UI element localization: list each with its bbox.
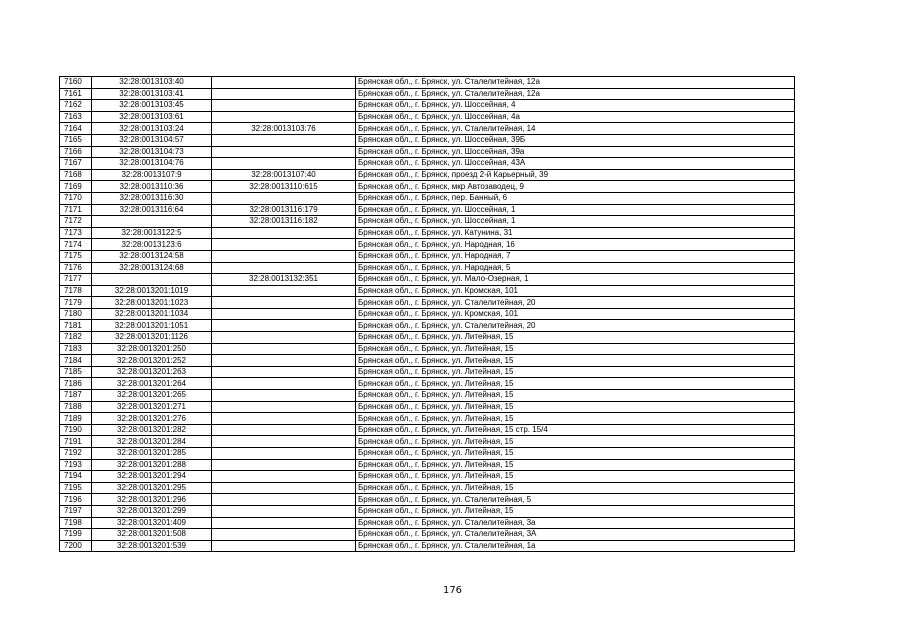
related-cadastral-number-cell — [212, 262, 356, 274]
row-number-cell: 7190 — [60, 424, 92, 436]
table-row — [60, 308, 795, 320]
address-cell: Брянская обл., г. Брянск, ул. Литейная, 15 — [356, 436, 795, 448]
related-cadastral-number-cell — [212, 436, 356, 448]
table-row — [60, 436, 795, 448]
address-cell: Брянская обл., г. Брянск, ул. Литейная, 15 — [356, 343, 795, 355]
address-cell: Брянская обл., г. Брянск, ул. Шоссейная, 4 — [356, 100, 795, 112]
row-number-cell: 7189 — [60, 413, 92, 425]
row-number-cell: 7162 — [60, 100, 92, 112]
table-row — [60, 227, 795, 239]
row-number-cell: 7179 — [60, 297, 92, 309]
related-cadastral-number-cell — [212, 471, 356, 483]
row-number-cell: 7199 — [60, 529, 92, 541]
cadastral-number-cell: 32:28:0013201:295 — [92, 482, 212, 494]
cadastral-number-cell: 32:28:0013201:288 — [92, 459, 212, 471]
related-cadastral-number-cell — [212, 297, 356, 309]
cadastral-number-cell: 32:28:0013201:1126 — [92, 332, 212, 344]
address-cell: Брянская обл., г. Брянск, ул. Литейная, 15 — [356, 459, 795, 471]
table-row — [60, 517, 795, 529]
address-cell: Брянская обл., г. Брянск, ул. Сталелитейная, 20 — [356, 320, 795, 332]
address-cell: Брянская обл., г. Брянск, мкр Автозаводец, 9 — [356, 181, 795, 193]
cadastral-number-cell: 32:28:0013201:250 — [92, 343, 212, 355]
cadastral-number-cell: 32:28:0013201:1051 — [92, 320, 212, 332]
table-row — [60, 505, 795, 517]
cadastral-number-cell: 32:28:0013122:5 — [92, 227, 212, 239]
address-cell: Брянская обл., г. Брянск, ул. Литейная, 15 — [356, 366, 795, 378]
address-cell: Брянская обл., г. Брянск, ул. Шоссейная, 39а — [356, 146, 795, 158]
cadastral-number-cell: 32:28:0013201:285 — [92, 448, 212, 460]
table-row — [60, 111, 795, 123]
cadastral-number-cell: 32:28:0013103:41 — [92, 88, 212, 100]
related-cadastral-number-cell — [212, 366, 356, 378]
related-cadastral-number-cell — [212, 100, 356, 112]
address-cell: Брянская обл., г. Брянск, пер. Банный, 6 — [356, 192, 795, 204]
row-number-cell: 7160 — [60, 77, 92, 89]
related-cadastral-number-cell — [212, 285, 356, 297]
cadastral-number-cell: 32:28:0013201:294 — [92, 471, 212, 483]
address-cell: Брянская обл., г. Брянск, ул. Шоссейная, 4а — [356, 111, 795, 123]
related-cadastral-number-cell — [212, 250, 356, 262]
related-cadastral-number-cell — [212, 134, 356, 146]
row-number-cell: 7184 — [60, 355, 92, 367]
address-cell: Брянская обл., г. Брянск, ул. Народная, 7 — [356, 250, 795, 262]
related-cadastral-number-cell: 32:28:0013116:182 — [212, 216, 356, 228]
related-cadastral-number-cell — [212, 482, 356, 494]
table-row — [60, 413, 795, 425]
related-cadastral-number-cell — [212, 111, 356, 123]
address-cell: Брянская обл., г. Брянск, ул. Литейная, 15 — [356, 390, 795, 402]
table-row — [60, 343, 795, 355]
cadastral-number-cell: 32:28:0013201:1019 — [92, 285, 212, 297]
address-cell: Брянская обл., г. Брянск, ул. Шоссейная, 1 — [356, 204, 795, 216]
table-row — [60, 250, 795, 262]
related-cadastral-number-cell — [212, 378, 356, 390]
related-cadastral-number-cell: 32:28:0013103:76 — [212, 123, 356, 135]
cadastral-number-cell: 32:28:0013201:263 — [92, 366, 212, 378]
cadastral-number-cell: 32:28:0013201:265 — [92, 390, 212, 402]
cadastral-number-cell: 32:28:0013201:539 — [92, 540, 212, 552]
table-row — [60, 471, 795, 483]
address-cell: Брянская обл., г. Брянск, ул. Литейная, 15 стр. 15/4 — [356, 424, 795, 436]
row-number-cell: 7167 — [60, 158, 92, 170]
row-number-cell: 7198 — [60, 517, 92, 529]
table-row — [60, 192, 795, 204]
related-cadastral-number-cell — [212, 158, 356, 170]
row-number-cell: 7174 — [60, 239, 92, 251]
address-cell: Брянская обл., г. Брянск, ул. Сталелитейная, 14 — [356, 123, 795, 135]
row-number-cell: 7177 — [60, 274, 92, 286]
cadastral-number-cell: 32:28:0013110:36 — [92, 181, 212, 193]
related-cadastral-number-cell: 32:28:0013107:40 — [212, 169, 356, 181]
related-cadastral-number-cell — [212, 401, 356, 413]
table-row — [60, 529, 795, 541]
table-row — [60, 448, 795, 460]
address-cell: Брянская обл., г. Брянск, ул. Литейная, 15 — [356, 505, 795, 517]
related-cadastral-number-cell — [212, 517, 356, 529]
table-row — [60, 262, 795, 274]
row-number-cell: 7186 — [60, 378, 92, 390]
row-number-cell: 7183 — [60, 343, 92, 355]
row-number-cell: 7166 — [60, 146, 92, 158]
row-number-cell: 7161 — [60, 88, 92, 100]
table-row — [60, 239, 795, 251]
related-cadastral-number-cell — [212, 448, 356, 460]
cadastral-number-cell: 32:28:0013201:299 — [92, 505, 212, 517]
row-number-cell: 7168 — [60, 169, 92, 181]
row-number-cell: 7165 — [60, 134, 92, 146]
cadastral-number-cell: 32:28:0013201:284 — [92, 436, 212, 448]
row-number-cell: 7181 — [60, 320, 92, 332]
related-cadastral-number-cell — [212, 146, 356, 158]
table-row — [60, 401, 795, 413]
row-number-cell: 7171 — [60, 204, 92, 216]
address-cell: Брянская обл., г. Брянск, ул. Литейная, 15 — [356, 471, 795, 483]
address-cell: Брянская обл., г. Брянск, ул. Литейная, 15 — [356, 448, 795, 460]
table-row — [60, 355, 795, 367]
related-cadastral-number-cell — [212, 320, 356, 332]
cadastral-number-cell: 32:28:0013201:508 — [92, 529, 212, 541]
related-cadastral-number-cell — [212, 227, 356, 239]
row-number-cell: 7187 — [60, 390, 92, 402]
related-cadastral-number-cell — [212, 77, 356, 89]
table-row — [60, 204, 795, 216]
cadastral-number-cell: 32:28:0013104:76 — [92, 158, 212, 170]
related-cadastral-number-cell — [212, 494, 356, 506]
table-row — [60, 540, 795, 552]
address-cell: Брянская обл., г. Брянск, ул. Сталелитейная, 5 — [356, 494, 795, 506]
cadastral-number-cell: 32:28:0013104:73 — [92, 146, 212, 158]
table-row — [60, 88, 795, 100]
row-number-cell: 7188 — [60, 401, 92, 413]
related-cadastral-number-cell — [212, 332, 356, 344]
cadastral-number-cell: 32:28:0013201:1034 — [92, 308, 212, 320]
cadastral-number-cell: 32:28:0013201:282 — [92, 424, 212, 436]
cadastral-number-cell: 32:28:0013124:58 — [92, 250, 212, 262]
address-cell: Брянская обл., г. Брянск, ул. Сталелитейная, 12а — [356, 77, 795, 89]
table-row — [60, 332, 795, 344]
address-cell: Брянская обл., г. Брянск, ул. Народная, 16 — [356, 239, 795, 251]
address-cell: Брянская обл., г. Брянск, ул. Народная, 5 — [356, 262, 795, 274]
row-number-cell: 7192 — [60, 448, 92, 460]
table-row — [60, 181, 795, 193]
related-cadastral-number-cell: 32:28:0013132:351 — [212, 274, 356, 286]
address-cell: Брянская обл., г. Брянск, ул. Мало-Озерная, 1 — [356, 274, 795, 286]
related-cadastral-number-cell — [212, 308, 356, 320]
related-cadastral-number-cell — [212, 355, 356, 367]
cadastral-number-cell: 32:28:0013116:64 — [92, 204, 212, 216]
cadastral-number-cell: 32:28:0013201:252 — [92, 355, 212, 367]
related-cadastral-number-cell — [212, 239, 356, 251]
row-number-cell: 7172 — [60, 216, 92, 228]
row-number-cell: 7191 — [60, 436, 92, 448]
row-number-cell: 7194 — [60, 471, 92, 483]
row-number-cell: 7164 — [60, 123, 92, 135]
row-number-cell: 7200 — [60, 540, 92, 552]
address-cell: Брянская обл., г. Брянск, ул. Шоссейная, 43А — [356, 158, 795, 170]
row-number-cell: 7193 — [60, 459, 92, 471]
related-cadastral-number-cell — [212, 529, 356, 541]
address-cell: Брянская обл., г. Брянск, ул. Кромская, 101 — [356, 285, 795, 297]
cadastral-number-cell: 32:28:0013124:68 — [92, 262, 212, 274]
address-cell: Брянская обл., г. Брянск, ул. Сталелитейная, 20 — [356, 297, 795, 309]
cadastral-number-cell: 32:28:0013123:6 — [92, 239, 212, 251]
table-row — [60, 123, 795, 135]
related-cadastral-number-cell — [212, 459, 356, 471]
registry-table — [59, 76, 795, 552]
cadastral-number-cell: 32:28:0013103:40 — [92, 77, 212, 89]
related-cadastral-number-cell — [212, 413, 356, 425]
related-cadastral-number-cell: 32:28:0013116:179 — [212, 204, 356, 216]
table-row — [60, 146, 795, 158]
related-cadastral-number-cell — [212, 88, 356, 100]
row-number-cell: 7196 — [60, 494, 92, 506]
cadastral-number-cell: 32:28:0013201:271 — [92, 401, 212, 413]
address-cell: Брянская обл., г. Брянск, ул. Катунина, 31 — [356, 227, 795, 239]
cadastral-number-cell: 32:28:0013107:9 — [92, 169, 212, 181]
cadastral-number-cell: 32:28:0013201:1023 — [92, 297, 212, 309]
table-row — [60, 366, 795, 378]
table-row — [60, 494, 795, 506]
row-number-cell: 7169 — [60, 181, 92, 193]
related-cadastral-number-cell — [212, 390, 356, 402]
address-cell: Брянская обл., г. Брянск, ул. Сталелитейная, 3а — [356, 517, 795, 529]
address-cell: Брянская обл., г. Брянск, ул. Сталелитейная, 1а — [356, 540, 795, 552]
related-cadastral-number-cell — [212, 505, 356, 517]
related-cadastral-number-cell — [212, 424, 356, 436]
table-row — [60, 169, 795, 181]
row-number-cell: 7178 — [60, 285, 92, 297]
row-number-cell: 7185 — [60, 366, 92, 378]
row-number-cell: 7195 — [60, 482, 92, 494]
row-number-cell: 7176 — [60, 262, 92, 274]
cadastral-number-cell: 32:28:0013103:45 — [92, 100, 212, 112]
cadastral-number-cell — [92, 274, 212, 286]
cadastral-number-cell — [92, 216, 212, 228]
related-cadastral-number-cell: 32:28:0013110:615 — [212, 181, 356, 193]
address-cell: Брянская обл., г. Брянск, проезд 2-й Карьерный, 39 — [356, 169, 795, 181]
address-cell: Брянская обл., г. Брянск, ул. Литейная, 15 — [356, 401, 795, 413]
address-cell: Брянская обл., г. Брянск, ул. Литейная, 15 — [356, 413, 795, 425]
table-row — [60, 274, 795, 286]
row-number-cell: 7163 — [60, 111, 92, 123]
row-number-cell: 7170 — [60, 192, 92, 204]
related-cadastral-number-cell — [212, 540, 356, 552]
row-number-cell: 7182 — [60, 332, 92, 344]
table-row — [60, 100, 795, 112]
row-number-cell: 7197 — [60, 505, 92, 517]
address-cell: Брянская обл., г. Брянск, ул. Литейная, 15 — [356, 378, 795, 390]
page-number: 176 — [442, 585, 463, 596]
table-row — [60, 77, 795, 89]
address-cell: Брянская обл., г. Брянск, ул. Шоссейная, 39Б — [356, 134, 795, 146]
table-row — [60, 216, 795, 228]
table-row — [60, 459, 795, 471]
table-row — [60, 158, 795, 170]
cadastral-number-cell: 32:28:0013103:61 — [92, 111, 212, 123]
cadastral-number-cell: 32:28:0013201:409 — [92, 517, 212, 529]
cadastral-number-cell: 32:28:0013201:276 — [92, 413, 212, 425]
related-cadastral-number-cell — [212, 192, 356, 204]
address-cell: Брянская обл., г. Брянск, ул. Сталелитейная, 12а — [356, 88, 795, 100]
registry-body — [60, 77, 795, 552]
row-number-cell: 7180 — [60, 308, 92, 320]
address-cell: Брянская обл., г. Брянск, ул. Кромская, 101 — [356, 308, 795, 320]
cadastral-number-cell: 32:28:0013201:296 — [92, 494, 212, 506]
table-row — [60, 390, 795, 402]
address-cell: Брянская обл., г. Брянск, ул. Шоссейная, 1 — [356, 216, 795, 228]
cadastral-number-cell: 32:28:0013104:57 — [92, 134, 212, 146]
table-row — [60, 424, 795, 436]
address-cell: Брянская обл., г. Брянск, ул. Литейная, 15 — [356, 482, 795, 494]
address-cell: Брянская обл., г. Брянск, ул. Литейная, 15 — [356, 332, 795, 344]
related-cadastral-number-cell — [212, 343, 356, 355]
row-number-cell: 7175 — [60, 250, 92, 262]
cadastral-number-cell: 32:28:0013103:24 — [92, 123, 212, 135]
table-row — [60, 297, 795, 309]
cadastral-number-cell: 32:28:0013201:264 — [92, 378, 212, 390]
table-row — [60, 482, 795, 494]
table-row — [60, 378, 795, 390]
table-row — [60, 320, 795, 332]
row-number-cell: 7173 — [60, 227, 92, 239]
cadastral-number-cell: 32:28:0013116:30 — [92, 192, 212, 204]
address-cell: Брянская обл., г. Брянск, ул. Сталелитейная, 3А — [356, 529, 795, 541]
table-row — [60, 285, 795, 297]
address-cell: Брянская обл., г. Брянск, ул. Литейная, 15 — [356, 355, 795, 367]
table-row — [60, 134, 795, 146]
